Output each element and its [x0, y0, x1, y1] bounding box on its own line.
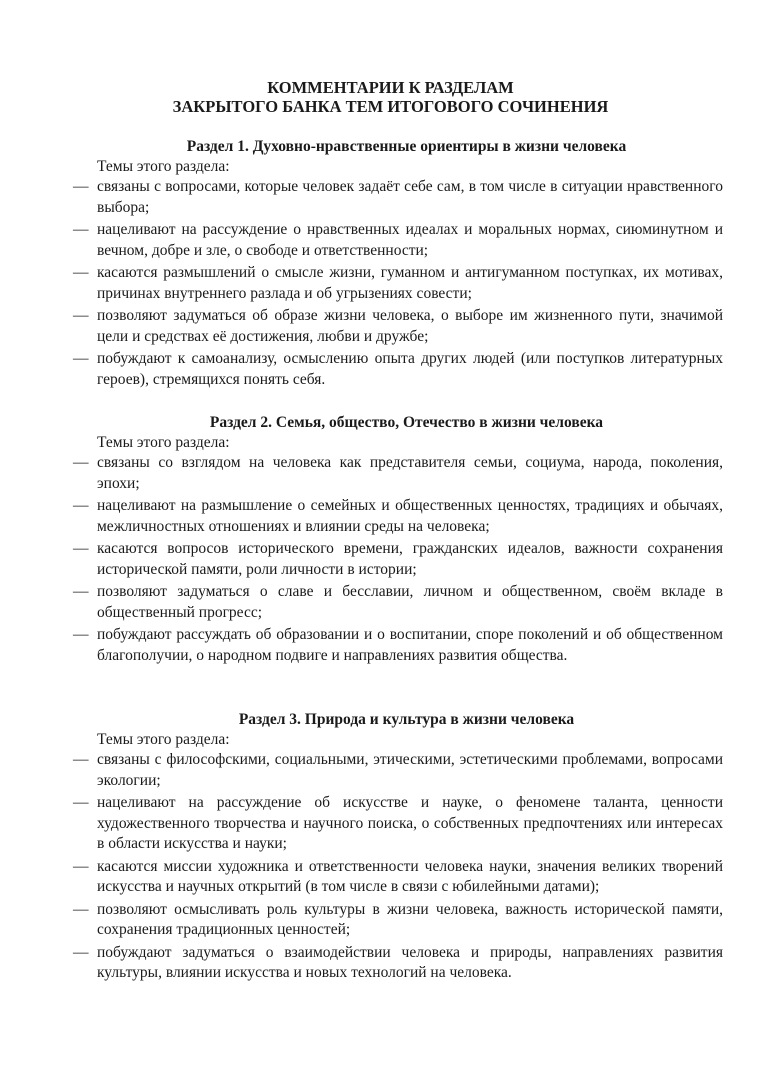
- list-item-text: нацеливают на размышление о семейных и общественных ценностях, традициях и обычаях, межличностных отношениях и влиянии среды на человека;: [97, 497, 723, 535]
- list-item-text: нацеливают на рассуждение о нравственных идеалах и моральных нормах, сиюминутном и вечном, добре и зле, о свободе и ответственности;: [97, 221, 723, 259]
- document-title-line-1: КОММЕНТАРИИ К РАЗДЕЛАМ: [267, 78, 514, 97]
- section-intro: Темы этого раздела:: [97, 731, 230, 748]
- list-item: [0, 900, 769, 941]
- list-item-text: побуждают к самоанализу, осмыслению опыта других людей (или поступков литературных героев), стремящихся понять себя.: [97, 350, 723, 388]
- section-heading: Раздел 1. Духовно-нравственные ориентиры в жизни человека: [186, 138, 627, 155]
- list-item-text: касаются миссии художника и ответственности человека науки, значения великих творений искусства и научных открытий (в том числе в связи с юбилейными датами);: [97, 857, 723, 895]
- dash-bullet: —: [73, 751, 89, 768]
- list-item-text: позволяют осмысливать роль культуры в жизни человека, важность исторической памяти, сохранения традиционных ценностей;: [97, 900, 723, 938]
- dash-bullet: —: [73, 794, 89, 811]
- section-item-list: [0, 750, 769, 984]
- list-item-text: касаются вопросов исторического времени, гражданских идеалов, важности сохранения исторической памяти, роли личности в истории;: [97, 540, 723, 578]
- dash-bullet: —: [73, 264, 89, 281]
- dash-bullet: —: [73, 307, 89, 324]
- dash-bullet: —: [73, 454, 89, 471]
- section-heading: Раздел 3. Природа и культура в жизни человека: [238, 711, 575, 728]
- list-item: [0, 177, 769, 218]
- list-item: [0, 943, 769, 984]
- section-heading: Раздел 2. Семья, общество, Отечество в жизни человека: [209, 414, 604, 431]
- list-item: [0, 582, 769, 623]
- list-item-text: касаются размышлений о смысле жизни, гуманном и антигуманном поступках, их мотивах, причинах внутреннего разлада и об угрызениях совести;: [97, 264, 723, 302]
- list-item: [0, 263, 769, 304]
- list-item: [0, 453, 769, 494]
- list-item-text: побуждают рассуждать об образовании и о воспитании, споре поколений и об общественном благополучии, о народном подвиге и направлениях развития общества.: [97, 626, 723, 664]
- section-2: [0, 413, 769, 668]
- list-item: [0, 625, 769, 666]
- list-item-text: связаны со взглядом на человека как представителя семьи, социума, народа, поколения, эпохи;: [97, 454, 723, 492]
- list-item: [0, 220, 769, 261]
- list-item-text: позволяют задуматься об образе жизни человека, о выборе им жизненного пути, значимой цели и средствах её достижения, любви и дружбе;: [97, 307, 723, 345]
- section-intro: Темы этого раздела:: [97, 434, 230, 451]
- section-intro: Темы этого раздела:: [97, 158, 230, 175]
- list-item: [0, 349, 769, 390]
- dash-bullet: —: [73, 221, 89, 238]
- dash-bullet: —: [73, 497, 89, 514]
- dash-bullet: —: [73, 626, 89, 643]
- dash-bullet: —: [73, 900, 89, 918]
- dash-bullet: —: [73, 943, 89, 961]
- list-item-text: побуждают задуматься о взаимодействии человека и природы, направлениях развития культуры, влиянии искусства и новых технологий на человека.: [97, 943, 723, 981]
- list-item-text: связаны с философскими, социальными, этическими, эстетическими проблемами, вопросами экологии;: [97, 751, 723, 789]
- dash-bullet: —: [73, 178, 89, 195]
- section-1: [0, 137, 769, 392]
- section-item-list: [0, 453, 769, 666]
- list-item: [0, 539, 769, 580]
- section-item-list: [0, 177, 769, 390]
- list-item: [0, 306, 769, 347]
- dash-bullet: —: [73, 583, 89, 600]
- dash-bullet: —: [73, 350, 89, 367]
- list-item-text: связаны с вопросами, которые человек задаёт себе сам, в том числе в ситуации нравственного выбора;: [97, 178, 723, 216]
- dash-bullet: —: [73, 857, 89, 875]
- list-item: [0, 857, 769, 898]
- list-item: [0, 793, 769, 855]
- section-3: [0, 710, 769, 986]
- document-title-line-2: ЗАКРЫТОГО БАНКА ТЕМ ИТОГОВОГО СОЧИНЕНИЯ: [172, 97, 609, 116]
- dash-bullet: —: [73, 540, 89, 557]
- list-item: [0, 750, 769, 791]
- list-item-text: позволяют задуматься о славе и бесславии, личном и общественном, своём вкладе в общественный прогресс;: [97, 583, 723, 621]
- list-item: [0, 496, 769, 537]
- list-item-text: нацеливают на рассуждение об искусстве и науке, о феномене таланта, ценности художественного творчества и научного поиска, о собственных предпочтениях или интересах в области искусства и науки;: [97, 794, 723, 852]
